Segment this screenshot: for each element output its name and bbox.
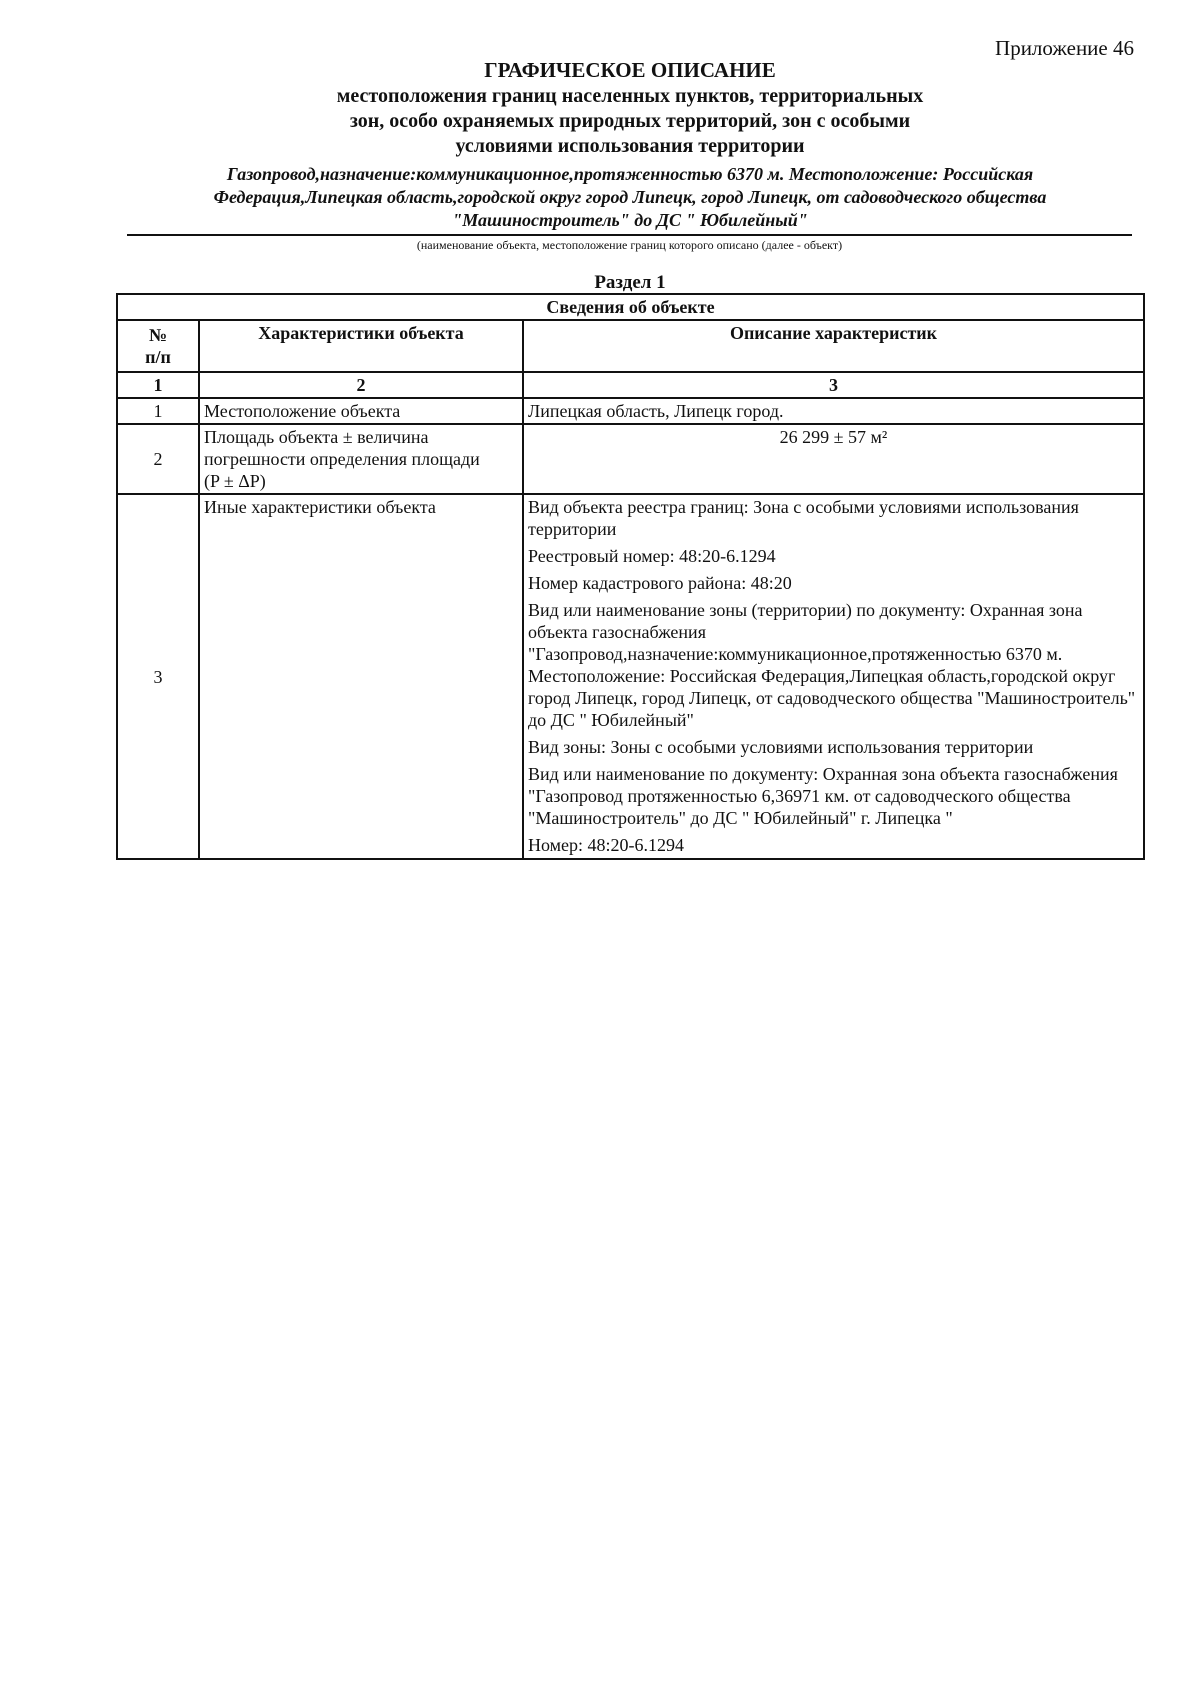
row-characteristic: Местоположение объекта <box>199 398 523 424</box>
table-row <box>117 398 1144 424</box>
section-title: Раздел 1 <box>594 272 666 293</box>
row-description <box>523 494 1144 859</box>
description-item: Вид объекта реестра границ: Зона с особыми условиями использования территории <box>528 497 1079 539</box>
column-number: 2 <box>199 372 523 398</box>
description-item: Вид или наименование зоны (территории) по документу: Охранная зона объекта газоснабжения "Газопровод,назначение:коммуникационное,протяженностью 6370 м. Местоположение: Российская Федерация,Липецкая область,городской округ город Липецк, город Липецк, от садоводческого общества "Машиностроитель" до ДС " Юбилейный" <box>528 600 1136 730</box>
characteristic-line: (P ± ΔP) <box>204 471 266 491</box>
table-row <box>117 494 1144 859</box>
column-header-description: Описание характеристик <box>523 320 1144 372</box>
row-description: 26 299 ± 57 м² <box>523 424 1144 494</box>
subtitle-line: зон, особо охраняемых природных территорий, зон с особыми <box>349 110 911 132</box>
column-header-num-line: п/п <box>145 347 171 367</box>
subtitle-line: условиями использования территории <box>455 135 805 157</box>
description-item: Реестровый номер: 48:20-6.1294 <box>528 546 776 566</box>
row-num: 3 <box>117 494 199 859</box>
object-name-line: "Машиностроитель" до ДС " Юбилейный" <box>452 210 808 230</box>
description-item: Номер кадастрового района: 48:20 <box>528 573 792 593</box>
object-name-line: Газопровод,назначение:коммуникационное,протяженностью 6370 м. Местоположение: Российская <box>226 164 1034 184</box>
description-item: Вид или наименование по документу: Охранная зона объекта газоснабжения "Газопровод протяженностью 6,36971 км. от садоводческого общества "Машиностроитель" до ДС " Юбилейный" г. Липецка " <box>528 764 1118 828</box>
document-title: ГРАФИЧЕСКОЕ ОПИСАНИЕ <box>484 58 776 82</box>
table-row <box>117 424 1144 494</box>
row-description: Липецкая область, Липецк город. <box>523 398 1144 424</box>
characteristic-line: погрешности определения площади <box>204 449 480 469</box>
row-characteristic <box>199 424 523 494</box>
object-name-line: Федерация,Липецкая область,городской округ город Липецк, город Липецк, от садоводческого общества <box>213 187 1047 207</box>
appendix-label: Приложение 46 <box>995 36 1134 60</box>
object-name-caption: (наименование объекта, местоположение границ которого описано (далее - объект) <box>416 238 843 252</box>
description-item: Вид зоны: Зоны с особыми условиями использования территории <box>528 737 1034 757</box>
characteristic-line: Площадь объекта ± величина <box>204 427 429 447</box>
column-number: 1 <box>117 372 199 398</box>
object-name <box>130 163 1130 232</box>
column-header-num-line: № <box>148 325 168 345</box>
row-num: 2 <box>117 424 199 494</box>
row-characteristic: Иные характеристики объекта <box>199 494 523 859</box>
column-header-num <box>117 320 199 372</box>
subtitle-line: местоположения границ населенных пунктов, территориальных <box>336 85 924 107</box>
column-number: 3 <box>523 372 1144 398</box>
document-subtitle <box>200 84 1060 159</box>
description-item: Номер: 48:20-6.1294 <box>528 835 685 855</box>
row-num: 1 <box>117 398 199 424</box>
column-header-characteristic: Характеристики объекта <box>199 320 523 372</box>
object-name-underline <box>127 234 1132 236</box>
table-title: Сведения об объекте <box>117 294 1144 320</box>
object-info-table <box>116 293 1145 860</box>
